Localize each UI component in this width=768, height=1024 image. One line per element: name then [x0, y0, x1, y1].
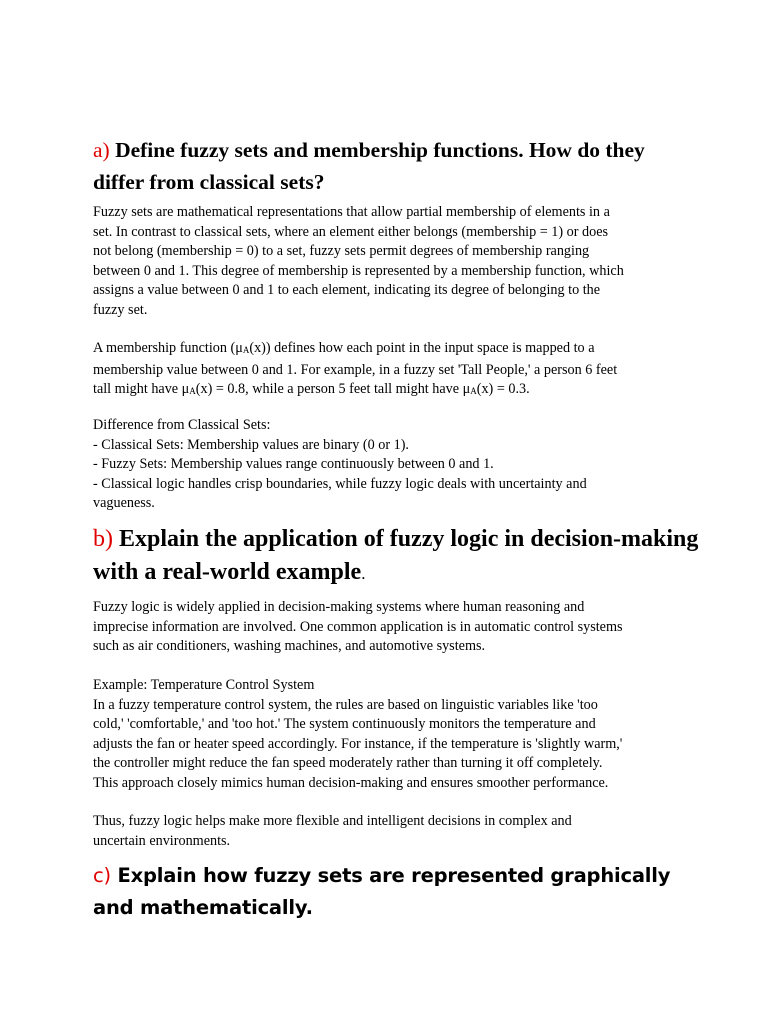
- section-b-letter: b): [93, 526, 113, 552]
- text-line: - Classical logic handles crisp boundaries, while fuzzy logic deals with uncertainty and: [93, 475, 587, 492]
- section-a-heading: [93, 134, 693, 198]
- text-line: Fuzzy sets are mathematical representations that allow partial membership of elements in a: [93, 204, 610, 220]
- text-line: [93, 339, 678, 361]
- text-line: adjusts the fan or heater speed accordingly. For instance, if the temperature is 'slightly warm,': [93, 735, 623, 752]
- subscript: A: [242, 345, 250, 355]
- section-b-paragraph-1: [93, 598, 678, 657]
- text-line: [93, 380, 678, 402]
- text-line: cold,' 'comfortable,' and 'too hot.' The system continuously monitors the temperature and: [93, 716, 596, 732]
- text-line: This approach closely mimics human decision-making and ensures smoother performance.: [93, 774, 609, 791]
- section-a-title: Define fuzzy sets and membership functions. How do they differ from classical sets?: [93, 138, 645, 194]
- section-b-trailing-period: .: [361, 564, 366, 583]
- text-fragment: tall might have μ: [93, 381, 190, 397]
- text-line: - Classical Sets: Membership values are binary (0 or 1).: [93, 436, 409, 453]
- section-c-heading: [93, 860, 713, 924]
- text-line: Difference from Classical Sets:: [93, 417, 271, 433]
- text-line: vagueness.: [93, 495, 155, 511]
- text-line: imprecise information are involved. One common application is in automatic control systems: [93, 618, 623, 635]
- text-line: Fuzzy logic is widely applied in decision-making systems where human reasoning and: [93, 599, 585, 615]
- text-fragment: (x) = 0.3.: [476, 381, 530, 397]
- text-line: Thus, fuzzy logic helps make more flexible and intelligent decisions in complex and: [93, 813, 572, 829]
- section-a-letter: a): [93, 138, 110, 162]
- text-line: the controller might reduce the fan speed moderately rather than turning it off completely.: [93, 755, 603, 771]
- section-b-heading: [93, 523, 713, 590]
- text-line: Example: Temperature Control System: [93, 677, 315, 693]
- section-b-paragraph-3: [93, 812, 678, 851]
- text-fragment: (x)) defines how each point in the input space is mapped to a: [249, 340, 595, 356]
- text-line: uncertain environments.: [93, 832, 231, 849]
- section-a-paragraph-3: [93, 416, 678, 514]
- text-fragment: (x) = 0.8, while a person 5 feet tall might have μ: [195, 381, 471, 397]
- subscript: A: [189, 386, 196, 396]
- section-a-paragraph-1: [93, 203, 678, 320]
- text-fragment: A membership function (μ: [93, 340, 243, 356]
- subscript: A: [470, 386, 477, 396]
- section-c-letter: c): [93, 864, 111, 887]
- text-line: such as air conditioners, washing machines, and automotive systems.: [93, 638, 486, 654]
- section-b-paragraph-2: [93, 676, 678, 793]
- text-line: membership value between 0 and 1. For example, in a fuzzy set 'Tall People,' a person 6 feet: [93, 361, 618, 378]
- text-line: between 0 and 1. This degree of membership is represented by a membership function, which: [93, 262, 624, 279]
- text-line: - Fuzzy Sets: Membership values range continuously between 0 and 1.: [93, 456, 494, 472]
- text-line: In a fuzzy temperature control system, the rules are based on linguistic variables like 'too: [93, 696, 598, 713]
- text-line: set. In contrast to classical sets, where an element either belongs (membership = 1) or does: [93, 223, 609, 240]
- section-b-title: Explain the application of fuzzy logic in decision-making with a real-world example: [93, 526, 699, 585]
- text-line: assigns a value between 0 and 1 to each element, indicating its degree of belonging to the: [93, 282, 601, 298]
- text-line: not belong (membership = 0) to a set, fuzzy sets permit degrees of membership ranging: [93, 243, 590, 259]
- section-c-title: Explain how fuzzy sets are represented graphically and mathematically.: [93, 864, 671, 919]
- text-line: fuzzy set.: [93, 301, 148, 318]
- section-a-paragraph-2: [93, 339, 678, 402]
